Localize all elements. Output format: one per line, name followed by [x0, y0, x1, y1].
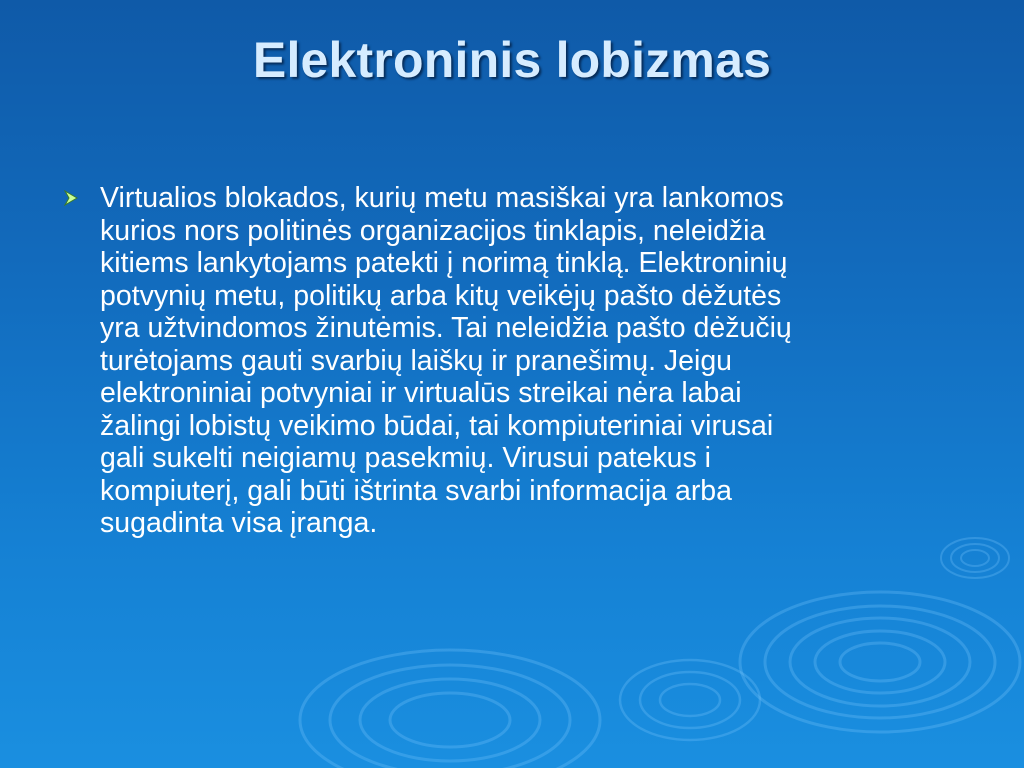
text-line: potvynių metu, politikų arba kitų veikėjų pašto dėžutės	[100, 279, 782, 312]
text-line: gali sukelti neigiamų pasekmių. Virusui patekus i	[100, 442, 711, 474]
text-line: kompiuterį, gali būti ištrinta svarbi informacija arba	[100, 474, 733, 507]
text-line: yra užtvindomos žinutėmis. Tai neleidžia pašto dėžučių	[100, 312, 792, 344]
text-line: kurios nors politinės organizacijos tinklapis, neleidžia	[100, 214, 766, 247]
text-line: kitiems lankytojams patekti į norimą tinklą. Elektroninių	[100, 247, 788, 279]
bullet-item	[64, 182, 964, 540]
text-line: turėtojams gauti svarbių laiškų ir pranešimų. Jeigu	[100, 344, 733, 377]
text-line: žalingi lobistų veikimo būdai, tai kompiuteriniai virusai	[100, 409, 774, 442]
text-line: Virtualios blokados, kurių metu masiškai yra lankomos	[100, 182, 784, 214]
bullet-text	[100, 182, 950, 540]
arrow-bullet-icon	[64, 182, 100, 206]
slide-body	[64, 182, 964, 540]
text-line: sugadinta visa įranga.	[100, 507, 378, 539]
text-line: elektroniniai potvyniai ir virtualūs streikai nėra labai	[100, 377, 742, 409]
slide-title: Elektroninis lobizmas	[252, 32, 772, 88]
